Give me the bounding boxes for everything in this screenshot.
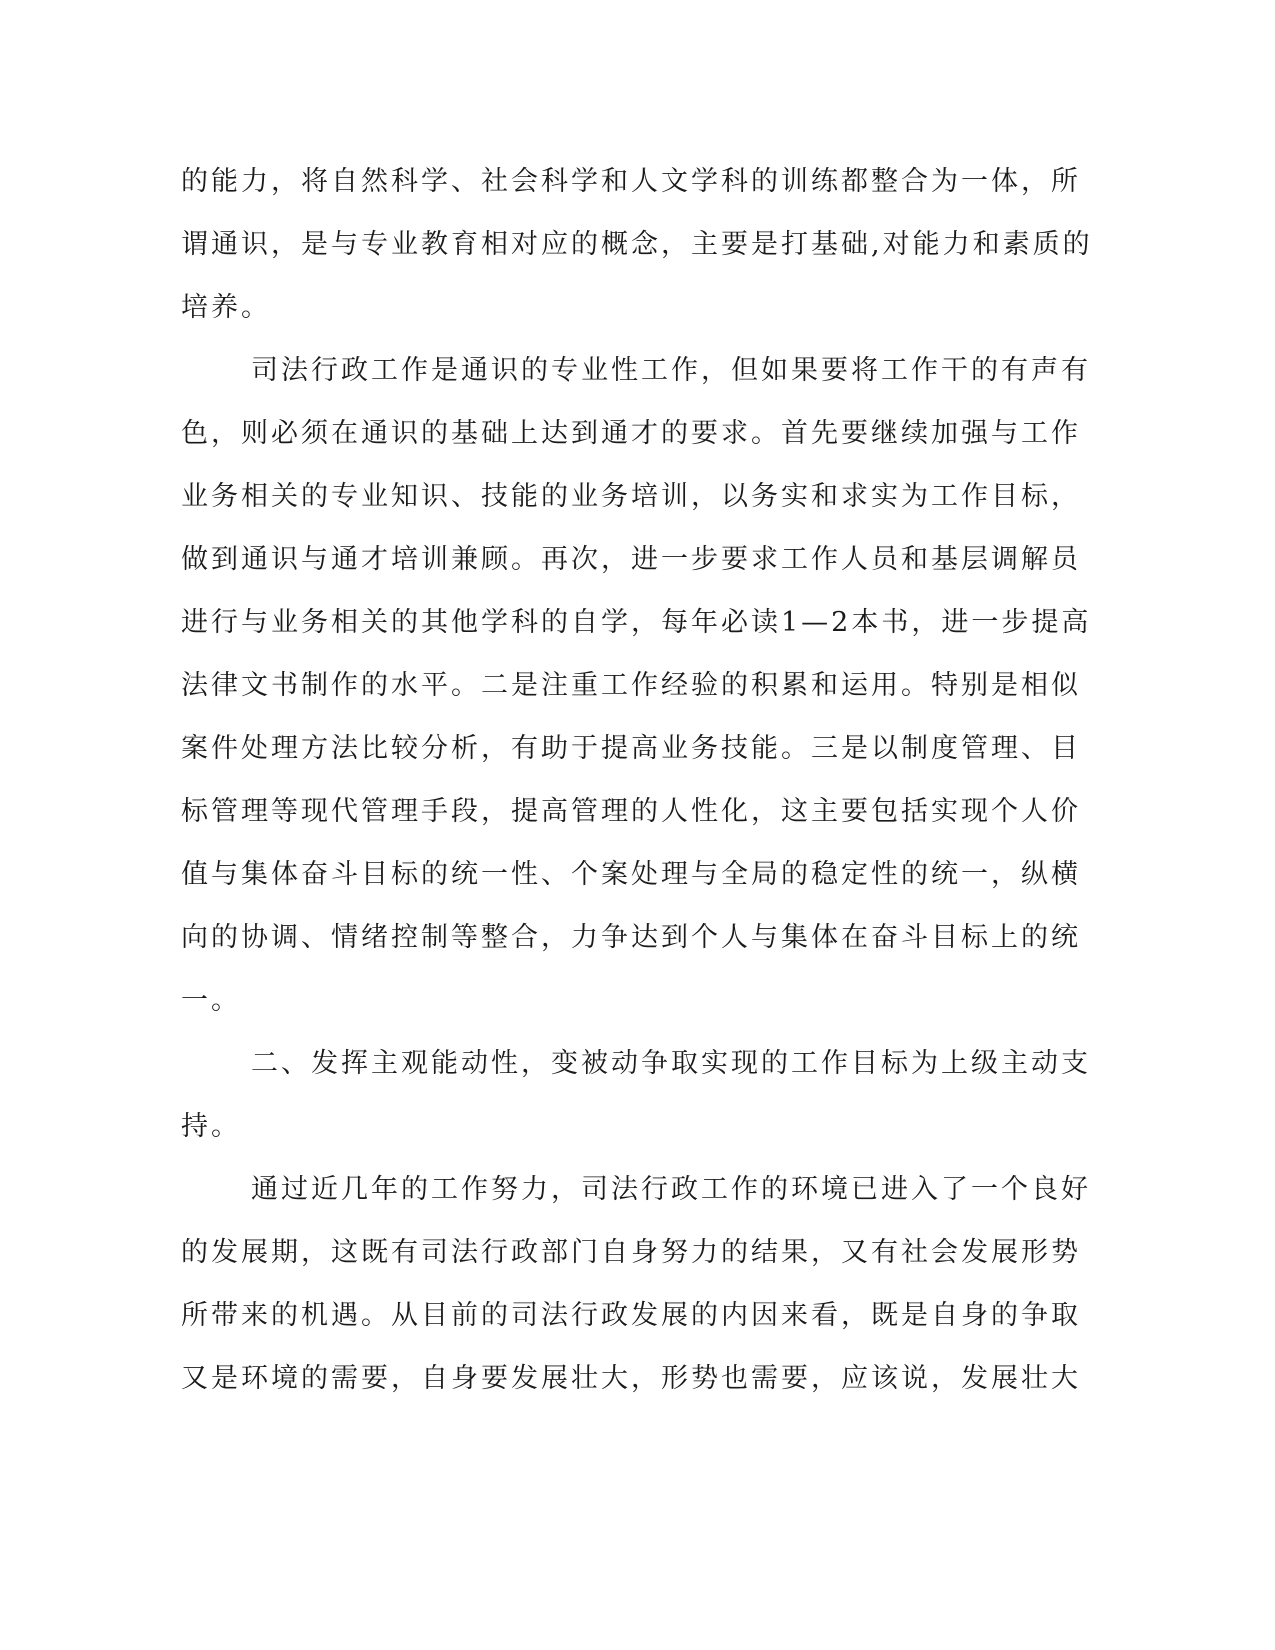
paragraph-3 <box>181 1032 1091 1158</box>
text-line: 又是环境的需要，自身要发展壮大，形势也需要，应该说，发展壮大 <box>181 1363 1081 1394</box>
text-line: 标管理等现代管理手段，提高管理的人性化，这主要包括实现个人价 <box>181 796 1081 827</box>
text-line: 案件处理方法比较分析，有助于提高业务技能。三是以制度管理、目 <box>181 733 1081 764</box>
text-line: 谓通识，是与专业教育相对应的概念，主要是打基础,对能力和素质的 <box>181 229 1093 260</box>
text-line: 进行与业务相关的其他学科的自学，每年必读1—2本书，进一步提高 <box>181 607 1092 638</box>
text-line: 所带来的机遇。从目前的司法行政发展的内因来看，既是自身的争取 <box>181 1300 1081 1331</box>
text-line: 持。 <box>181 1111 241 1142</box>
text-line: 培养。 <box>181 292 271 323</box>
paragraph-4 <box>181 1158 1091 1410</box>
text-line: 二、发挥主观能动性，变被动争取实现的工作目标为上级主动支 <box>251 1048 1091 1079</box>
text-line: 值与集体奋斗目标的统一性、个案处理与全局的稳定性的统一，纵横 <box>181 859 1081 890</box>
paragraph-1 <box>181 150 1093 339</box>
text-line: 通过近几年的工作努力，司法行政工作的环境已进入了一个良好 <box>251 1174 1091 1205</box>
text-line: 司法行政工作是通识的专业性工作，但如果要将工作干的有声有 <box>251 355 1091 386</box>
text-line: 向的协调、情绪控制等整合，力争达到个人与集体在奋斗目标上的统 <box>181 922 1081 953</box>
text-line: 的发展期，这既有司法行政部门自身努力的结果，又有社会发展形势 <box>181 1237 1081 1268</box>
text-line: 一。 <box>181 985 241 1016</box>
text-line: 的能力，将自然科学、社会科学和人文学科的训练都整合为一体，所 <box>181 166 1081 197</box>
text-line: 法律文书制作的水平。二是注重工作经验的积累和运用。特别是相似 <box>181 670 1081 701</box>
paragraph-2 <box>181 339 1092 1032</box>
text-line: 色，则必须在通识的基础上达到通才的要求。首先要继续加强与工作 <box>181 418 1081 449</box>
text-line: 业务相关的专业知识、技能的业务培训，以务实和求实为工作目标， <box>181 481 1081 512</box>
body-text <box>181 150 1093 1410</box>
text-line: 做到通识与通才培训兼顾。再次，进一步要求工作人员和基层调解员 <box>181 544 1081 575</box>
